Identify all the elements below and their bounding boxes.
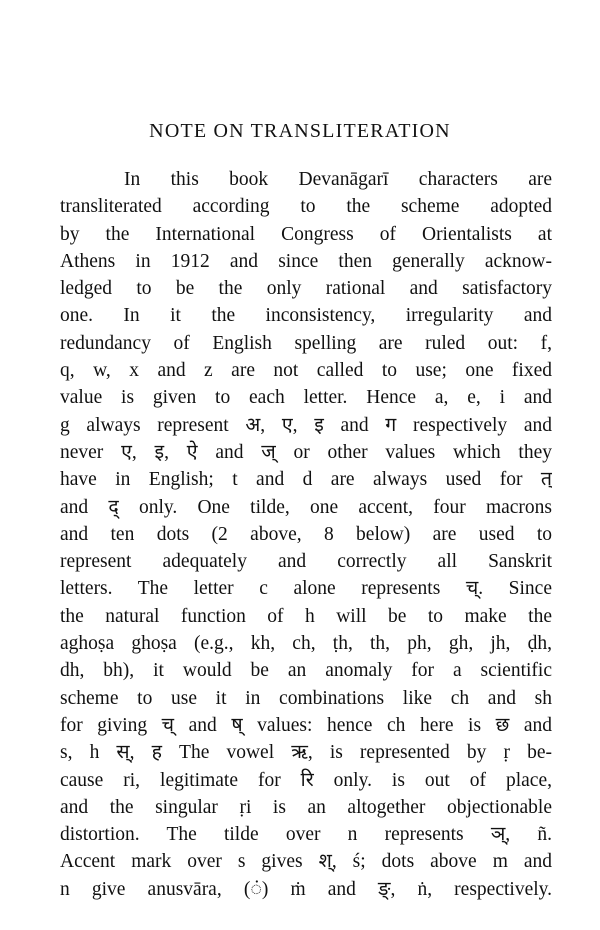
text-line: In this book Devanāgarī characters are xyxy=(124,169,552,190)
text-line: one. In it the inconsistency, irregularity and xyxy=(60,305,552,327)
text-line: scheme to use it in combinations like ch and sh xyxy=(60,687,552,709)
text-line: transliterated according to the scheme adopted xyxy=(60,196,552,218)
text-line: and द् only. One tilde, one accent, four macrons xyxy=(60,496,552,518)
text-line: dh, bh), it would be an anomaly for a scientific xyxy=(60,660,552,682)
text-line: never ए, इ, ऐ and ज् or other values which they xyxy=(60,441,552,463)
text-line: g always represent अ, ए, इ and ग respectively and xyxy=(60,414,552,436)
text-line: by the International Congress of Orientalists at xyxy=(60,223,552,245)
text-line: have in English; t and d are always used for त् xyxy=(60,469,552,491)
text-line: s, h स्, ह The vowel ऋ, is represented by ṛ be- xyxy=(60,742,552,764)
text-line: redundancy of English spelling are ruled out: f, xyxy=(60,332,552,354)
text-line: q, w, x and z are not called to use; one fixed xyxy=(60,360,552,382)
text-line: for giving च् and ष् values: hence ch here is छ and xyxy=(60,714,552,736)
text-line: and ten dots (2 above, 8 below) are used to xyxy=(60,523,552,545)
text-line: and the singular ṛi is an altogether objectionable xyxy=(60,796,552,818)
text-line: n give anusvāra, (ं) ṁ and ङ्, ṅ, respectively. xyxy=(60,878,552,900)
text-line: Athens in 1912 and since then generally acknow- xyxy=(60,250,552,272)
text-line: aghoṣa ghoṣa (e.g., kh, ch, ṭh, th, ph, gh, jh, ḍh, xyxy=(60,633,552,655)
text-line: value is given to each letter. Hence a, e, i and xyxy=(60,387,552,409)
text-line: letters. The letter c alone represents च्. Since xyxy=(60,578,552,600)
text-line: cause ri, legitimate for रि only. is out of place, xyxy=(60,769,552,791)
text-line: ledged to be the only rational and satisfactory xyxy=(60,278,552,300)
body-paragraph xyxy=(60,166,552,903)
page-title: NOTE ON TRANSLITERATION xyxy=(149,120,451,142)
text-line: distortion. The tilde over n represents ञ्, ñ. xyxy=(60,824,552,846)
text-line: represent adequately and correctly all Sanskrit xyxy=(60,551,552,573)
text-line: Accent mark over s gives श्, ś; dots above m and xyxy=(60,851,552,873)
text-line: the natural function of h will be to make the xyxy=(60,605,552,627)
